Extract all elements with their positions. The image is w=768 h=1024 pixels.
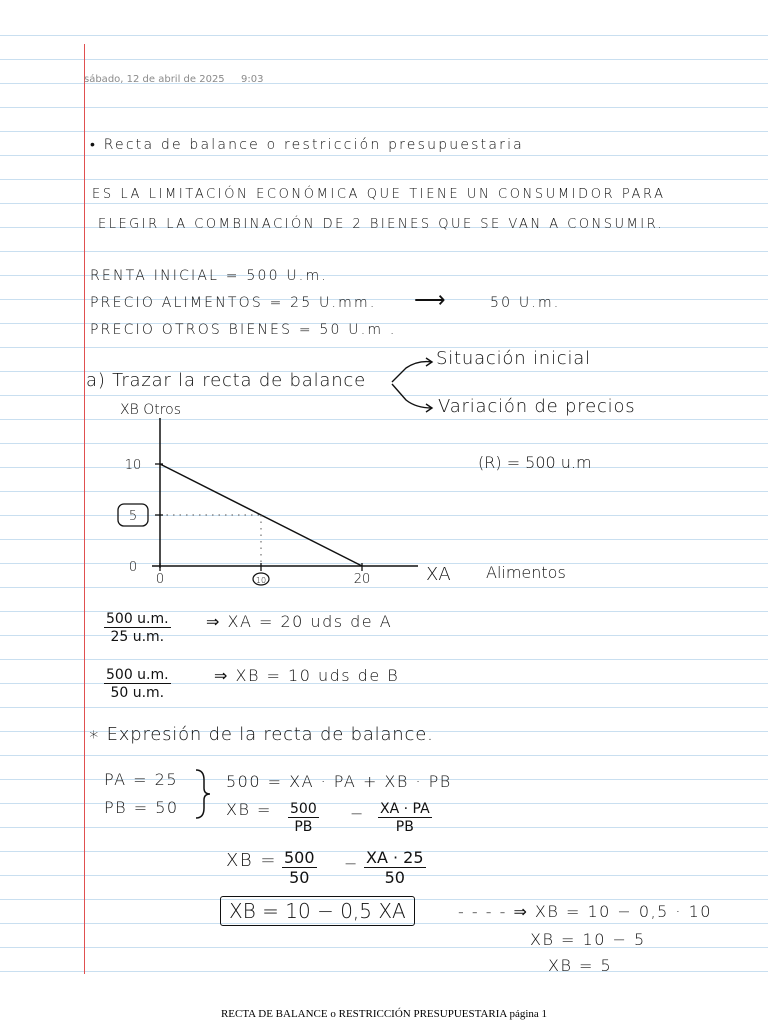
fraction-renta-precio-b: [104, 668, 171, 700]
x-tick-label-0: 0: [155, 572, 165, 587]
budget-equation: 500 = XA · PA + XB · PB: [226, 772, 452, 791]
page-footer: RECTA DE BALANCE o RESTRICCIÓN PRESUPUESTARIA página 1: [220, 1008, 548, 1020]
x-axis-label: XA: [426, 564, 451, 585]
eq3-fraction-2: [364, 850, 426, 886]
fraction-denominator: 50 u.m.: [110, 685, 165, 701]
note-date: sábado, 12 de abril de 2025: [84, 74, 225, 85]
substitution-step-3: XB = 5: [548, 956, 613, 975]
fraction-numerator: 500 u.m.: [106, 611, 169, 627]
result-xa: ⇒ XA = 20 uds de A: [206, 612, 393, 631]
y-tick-label-0: 0: [128, 560, 138, 575]
precio-alimentos: PRECIO ALIMENTOS = 25 U.mm.: [90, 295, 377, 311]
fraction-denominator: PB: [395, 819, 414, 835]
fraction-numerator: 500: [290, 801, 317, 817]
precio-otros-bienes: PRECIO OTROS BIENES = 50 U.m .: [90, 322, 397, 338]
boxed-budget-equation: XB = 10 − 0,5 XA: [220, 896, 415, 926]
fraction-numerator: 500 u.m.: [106, 667, 169, 683]
substitution-step-1: - - - - ⇒ XB = 10 − 0,5 · 10: [458, 902, 712, 921]
fraction-denominator: 25 u.m.: [110, 629, 165, 645]
arrow-icon: ⟶: [414, 288, 446, 313]
fraction-denominator: 50: [289, 868, 310, 887]
eq2-fraction-2: [378, 802, 432, 834]
y-tick-label-5: 5: [128, 509, 138, 524]
fraction-renta-precio-a: [104, 612, 171, 644]
eq2-operator: −: [350, 804, 365, 823]
option-variacion-precios: Variación de precios: [438, 396, 636, 417]
eq3-fraction-1: [282, 850, 317, 886]
eq2-fraction-1: [288, 802, 319, 834]
eq3-operator: −: [344, 854, 359, 873]
price-pb: PB = 50: [104, 798, 179, 817]
budget-line-chart: [100, 396, 600, 596]
page-title: • Recta de balance o restricción presupuestaria: [90, 137, 524, 153]
definition-line-2: ELEGIR LA COMBINACIÓN DE 2 BIENES QUE SE VAN A CONSUMIR.: [98, 217, 665, 232]
task-label: a) Trazar la recta de balance: [86, 370, 366, 391]
definition-line-1: ES LA LIMITACIÓN ECONÓMICA QUE TIENE UN CONSUMIDOR PARA: [92, 187, 666, 202]
x-axis-note: Alimentos: [486, 563, 566, 582]
eq3-lhs: XB =: [226, 850, 277, 871]
x-tick-label-20: 20: [353, 572, 371, 587]
y-tick-label-10: 10: [124, 458, 142, 473]
eq2-lhs: XB =: [226, 800, 272, 819]
expression-heading: ∗ Expresión de la recta de balance.: [88, 724, 434, 745]
precio-alimentos-nuevo: 50 U.m.: [490, 295, 561, 311]
price-pa: PA = 25: [104, 770, 179, 789]
x-tick-label-10: 10: [255, 576, 267, 585]
chart-annotation: (R) = 500 u.m: [478, 453, 592, 472]
margin-line: [84, 44, 85, 974]
renta-inicial: RENTA INICIAL = 500 U.m.: [90, 268, 328, 284]
fraction-numerator: XA · PA: [380, 801, 430, 817]
fraction-numerator: XA · 25: [366, 848, 424, 867]
option-situacion-inicial: Situación inicial: [436, 348, 591, 369]
fraction-denominator: 50: [384, 868, 405, 887]
fraction-numerator: 500: [284, 848, 315, 867]
result-xb: ⇒ XB = 10 uds de B: [214, 666, 400, 685]
brace-icon: [192, 768, 212, 820]
substitution-step-2: XB = 10 − 5: [530, 930, 646, 949]
fraction-denominator: PB: [294, 819, 313, 835]
y-axis-label: XB Otros: [120, 402, 182, 418]
note-time: 9:03: [241, 74, 264, 85]
